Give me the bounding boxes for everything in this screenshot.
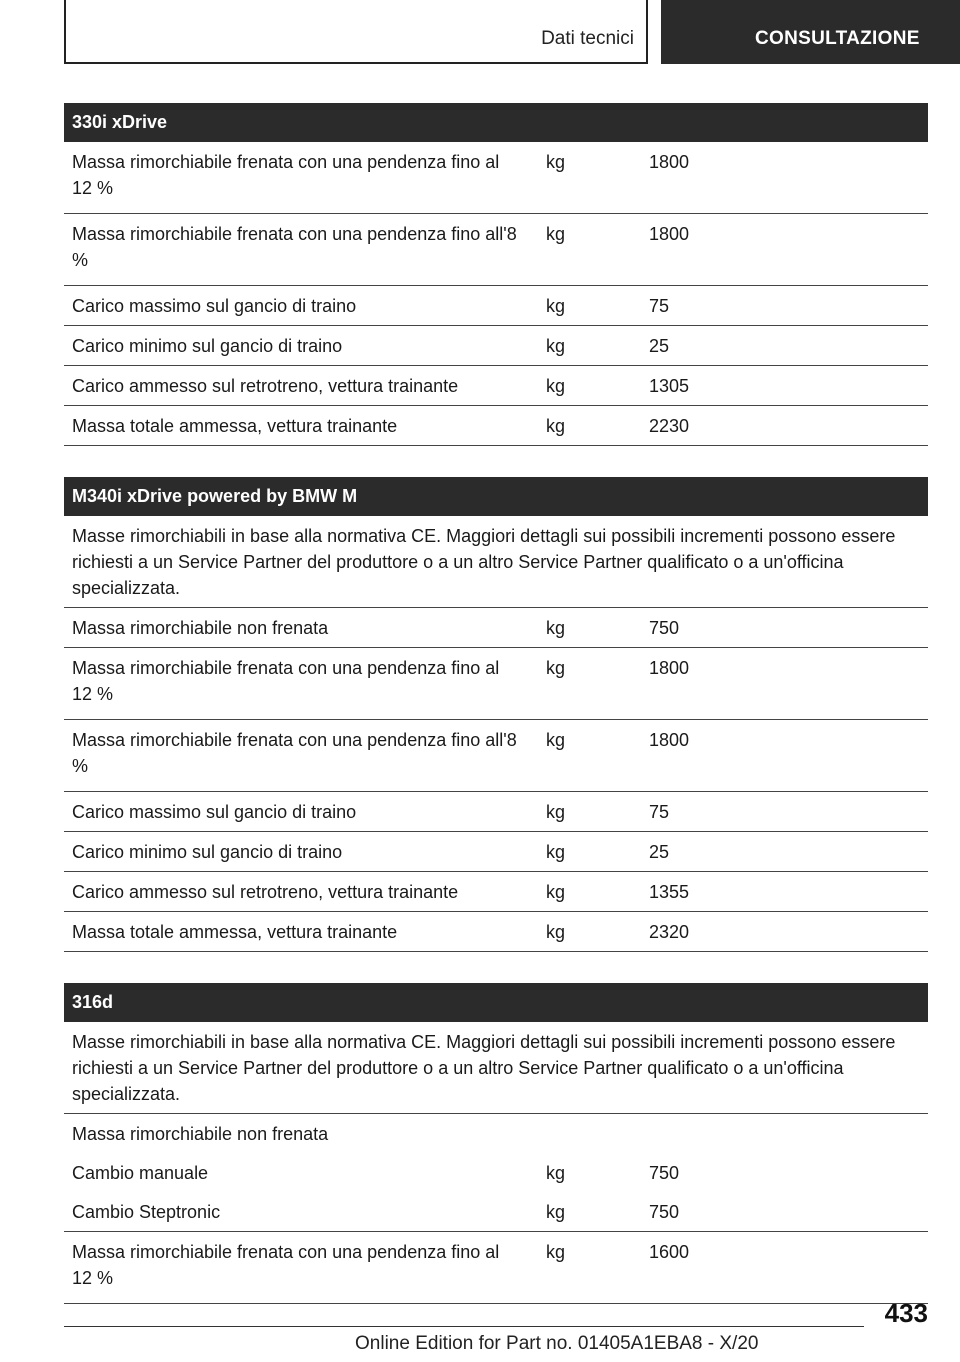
row-value: 1355 [649, 882, 690, 902]
row-unit: kg [546, 416, 566, 436]
footer-divider [64, 1326, 864, 1327]
row-unit: kg [546, 1202, 566, 1222]
row-unit: kg [546, 802, 566, 822]
spec-section [64, 477, 928, 952]
row-label: Massa rimorchiabile frenata con una pendenza fino all'8 % [72, 730, 517, 776]
row-label: Massa rimorchiabile non frenata [72, 618, 329, 638]
table-row [64, 872, 928, 912]
row-value: 1800 [649, 224, 690, 244]
row-label: Massa rimorchiabile non frenata [72, 1124, 329, 1144]
table-row [64, 1232, 928, 1304]
row-label: Carico minimo sul gancio di traino [72, 842, 343, 862]
spec-tables [64, 103, 928, 1335]
section-title: 330i xDrive [64, 103, 928, 142]
table-row [64, 832, 928, 872]
row-label: Carico ammesso sul retrotreno, vettura trainante [72, 376, 459, 396]
row-label: Carico massimo sul gancio di traino [72, 802, 357, 822]
row-label: Carico massimo sul gancio di traino [72, 296, 357, 316]
table-row [64, 648, 928, 720]
row-unit: kg [546, 1242, 566, 1262]
table-row [64, 286, 928, 326]
header-frame [64, 0, 648, 64]
row-label: Massa rimorchiabile frenata con una pendenza fino all'8 % [72, 224, 517, 270]
table-row [64, 608, 928, 648]
row-label: Massa rimorchiabile frenata con una pendenza fino al 12 % [72, 658, 500, 704]
row-value: 25 [649, 336, 670, 356]
row-label: Carico minimo sul gancio di traino [72, 336, 343, 356]
row-value: 2320 [649, 922, 690, 942]
table-row [64, 366, 928, 406]
table-row [64, 406, 928, 446]
row-unit: kg [546, 376, 566, 396]
row-value: 1800 [649, 152, 690, 172]
table-row [64, 326, 928, 366]
row-unit: kg [546, 730, 566, 750]
row-label: Cambio Steptronic [72, 1202, 221, 1222]
row-value: 750 [649, 1163, 680, 1183]
spec-section [64, 983, 928, 1304]
row-value: 1600 [649, 1242, 690, 1262]
table-row [64, 912, 928, 952]
row-unit: kg [546, 1163, 566, 1183]
section-title: M340i xDrive powered by BMW M [64, 477, 928, 516]
row-value: 75 [649, 802, 670, 822]
row-label: Cambio manuale [72, 1163, 209, 1183]
row-value: 750 [649, 618, 680, 638]
table-row [64, 720, 928, 792]
row-unit: kg [546, 336, 566, 356]
row-label: Massa totale ammessa, vettura trainante [72, 922, 398, 942]
row-label: Carico ammesso sul retrotreno, vettura trainante [72, 882, 459, 902]
row-unit: kg [546, 152, 566, 172]
row-label: Massa rimorchiabile frenata con una pendenza fino al 12 % [72, 1242, 500, 1288]
table-row [64, 1153, 928, 1192]
section-note: Masse rimorchiabili in base alla normativa CE. Maggiori dettagli sui possibili incrementi possono essere richiesti a un Service Partner del produttore o a un altro Service Partner qualificato o a un'officina specializzata. [64, 1022, 928, 1114]
table-row [64, 142, 928, 214]
row-value: 750 [649, 1202, 680, 1222]
row-unit: kg [546, 922, 566, 942]
table-row [64, 1192, 928, 1232]
header-section-title: Dati tecnici [541, 28, 634, 49]
row-unit: kg [546, 882, 566, 902]
row-label: Massa totale ammessa, vettura trainante [72, 416, 398, 436]
row-value: 1800 [649, 658, 690, 678]
row-unit: kg [546, 618, 566, 638]
row-value: 1800 [649, 730, 690, 750]
row-value: 25 [649, 842, 670, 862]
section-title: 316d [64, 983, 928, 1022]
row-unit: kg [546, 658, 566, 678]
row-unit: kg [546, 842, 566, 862]
footer-edition: Online Edition for Part no. 01405A1EBA8 - X/20 [355, 1333, 759, 1354]
row-label: Massa rimorchiabile frenata con una pendenza fino al 12 % [72, 152, 500, 198]
page-number: 433 [884, 1298, 928, 1328]
row-unit: kg [546, 296, 566, 316]
row-value: 2230 [649, 416, 690, 436]
row-unit: kg [546, 224, 566, 244]
row-value [649, 1121, 928, 1147]
spec-section [64, 103, 928, 446]
header-chapter-tab: CONSULTAZIONE [661, 0, 960, 64]
table-row [64, 792, 928, 832]
row-unit [524, 1121, 649, 1147]
row-value: 75 [649, 296, 670, 316]
section-note: Masse rimorchiabili in base alla normativa CE. Maggiori dettagli sui possibili incrementi possono essere richiesti a un Service Partner del produttore o a un altro Service Partner qualificato o a un'officina specializzata. [64, 516, 928, 608]
table-row [64, 1114, 928, 1153]
table-row [64, 214, 928, 286]
row-value: 1305 [649, 376, 690, 396]
